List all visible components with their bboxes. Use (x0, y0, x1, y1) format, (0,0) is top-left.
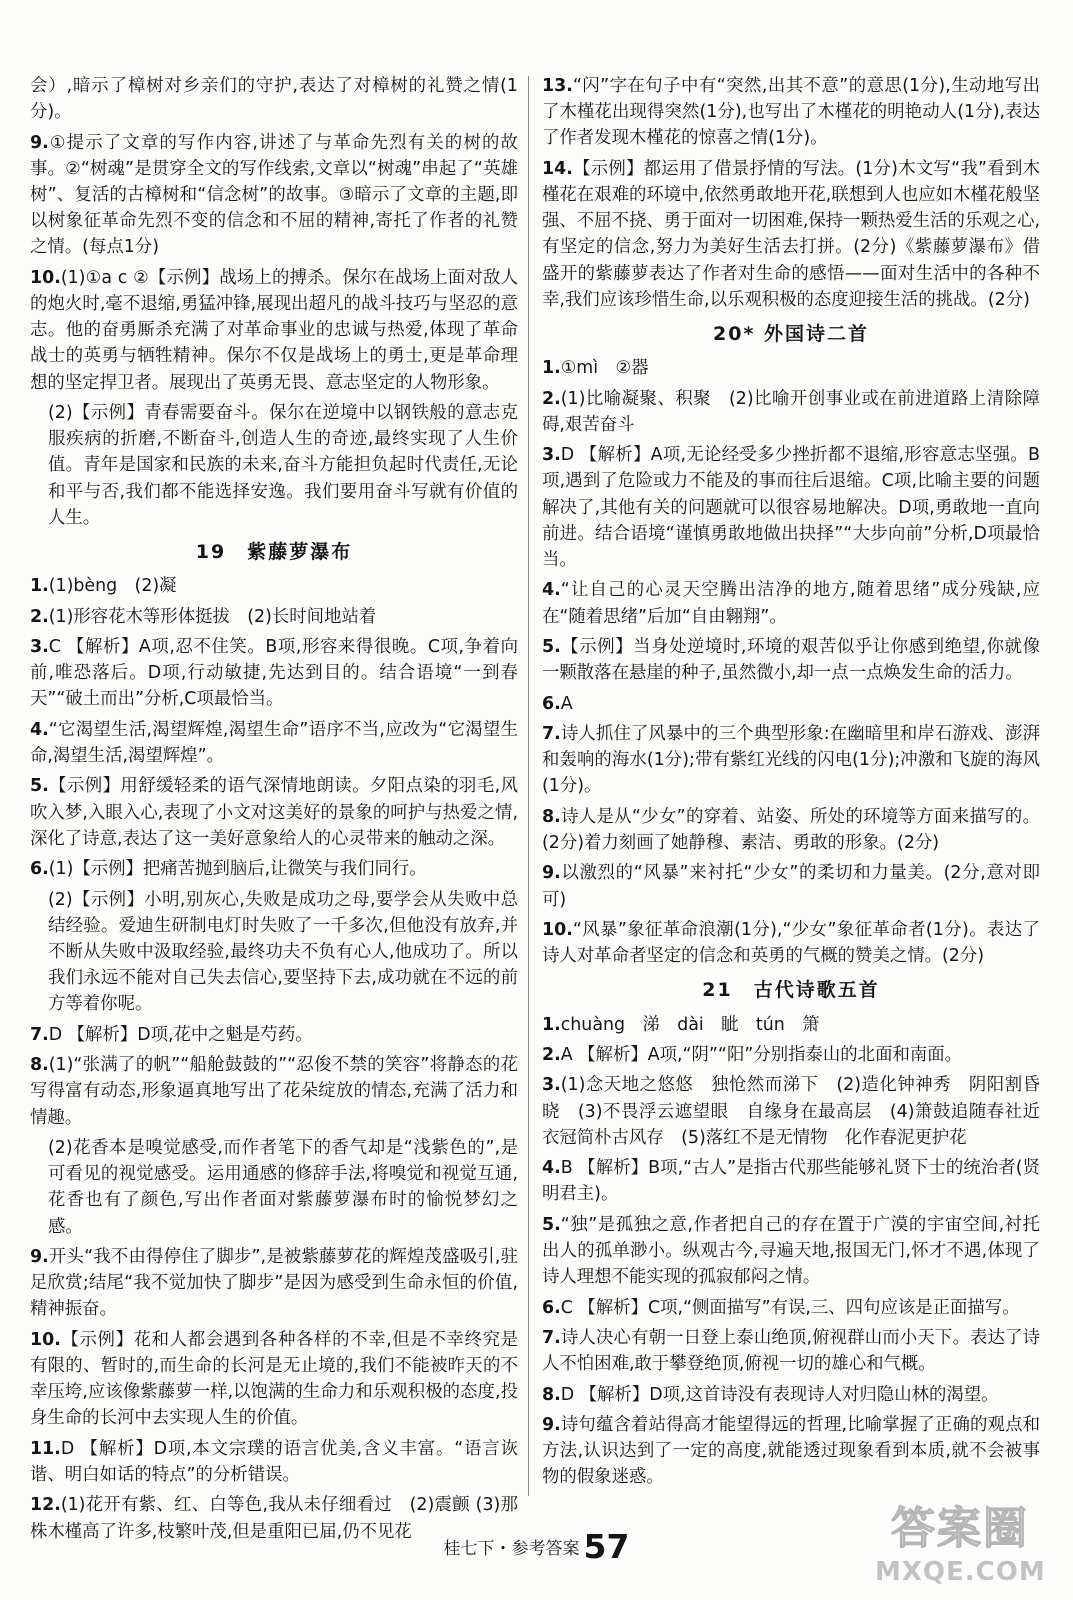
answer-item (30, 634, 518, 713)
answer-item (542, 634, 1040, 686)
answer-text: (2)花香本是嗅觉感受,而作者笔下的香气却是“浅紫色的”,是可看见的视觉感受。运用通感的修辞手法,将嗅觉和视觉互通,花香也有了颜色,写出作者面对紫藤萝瀑布时的愉悦梦幻之感。 (48, 1137, 518, 1237)
answer-item (542, 355, 1040, 381)
answer-item (542, 691, 1040, 717)
answer-item (30, 717, 518, 769)
answer-text: 【示例】当身处逆境时,环境的艰苦似乎让你感到绝望,你就像一颗散落在悬崖的种子,虽然微小,却一点一点焕发生命的活力。 (542, 637, 1040, 684)
answer-number: 10. (30, 1329, 61, 1350)
answer-item (30, 400, 518, 531)
answer-number: 10. (30, 267, 61, 288)
answer-text: 开头“我不由得停住了脚步”,是被紫藤萝花的辉煌茂盛吸引,驻足欣赏;结尾“我不觉加快了脚步”是因为感受到生命永恒的价值,精神振奋。 (30, 1246, 518, 1320)
answer-text: C 【解析】C项,“侧面描写”有误,三、四句应该是正面描写。 (560, 1297, 1020, 1318)
answer-number: 13. (542, 76, 573, 96)
answer-number: 6. (542, 1297, 561, 1318)
answer-item (30, 773, 518, 852)
answer-item (542, 577, 1040, 629)
answer-item (542, 1012, 1040, 1038)
answer-text: D 【解析】D项,这首诗没有表现诗人对归隐山林的渴望。 (560, 1384, 999, 1405)
answer-number: 4. (542, 580, 561, 601)
answer-number: 3. (542, 445, 561, 466)
answer-item (542, 386, 1040, 438)
answer-item (30, 1436, 518, 1488)
answer-text: (1)【示例】把痛苦抛到脑后,让微笑与我们同行。 (48, 859, 427, 880)
watermark-logo: 答案圈 (891, 1503, 1029, 1554)
answer-text: 诗人是从“少女”的穿着、站姿、所处的环境等方面来描写的。(2分)着力刻画了她静穆、素洁、勇敢的形象。(2分) (542, 806, 1040, 853)
answer-item (542, 1412, 1040, 1491)
answer-item (542, 1295, 1040, 1321)
answer-item (30, 856, 518, 882)
answer-item (30, 130, 518, 261)
answer-item (542, 860, 1040, 912)
answer-number: 8. (30, 1055, 49, 1076)
answer-item (30, 573, 518, 599)
watermark (875, 1500, 1045, 1592)
answer-item (30, 265, 518, 396)
answer-text: D 【解析】D项,本文宗璞的语言优美,含义丰富。“语言诙谐、明白如话的特点”的分析错误。 (30, 1438, 518, 1485)
answer-text: 【示例】用舒缓轻柔的语气深情地朗读。夕阳点染的羽毛,风吹入梦,入眼入心,表现了小文对这美好的景象的呵护与热爱之情,深化了诗意,表达了这一美好意象给人的心灵带来的触动之深。 (30, 776, 518, 849)
answer-text: 会）,暗示了樟树对乡亲们的守护,表达了对樟树的礼赞之情(1分)。 (30, 76, 518, 123)
answer-item (542, 721, 1040, 800)
answer-item (30, 1022, 518, 1048)
answer-number: 11. (30, 1438, 61, 1459)
answer-number: 7. (30, 1024, 49, 1045)
answer-number: 8. (542, 1384, 561, 1405)
answer-number: 4. (30, 719, 49, 740)
answer-number: 8. (542, 806, 561, 827)
answer-text: D 【解析】D项,花中之魁是芍药。 (48, 1024, 313, 1045)
answer-item (542, 442, 1040, 573)
answer-text: A (560, 693, 573, 714)
answer-text: 诗人决心有朝一日登上泰山绝顶,俯视群山而小天下。表达了诗人不怕困难,敢于攀登绝顶,俯视一切的雄心和气概。 (542, 1327, 1040, 1375)
answer-item (30, 73, 518, 125)
answer-item (542, 1042, 1040, 1068)
answer-item (30, 1327, 518, 1432)
answer-text: (1)比喻凝聚、积聚 (2)比喻开创事业或在前进道路上清除障碍,艰苦奋斗 (542, 388, 1040, 435)
answer-text: 【示例】花和人都会遇到各种各样的不幸,但是不幸终究是有限的、暂时的,而生命的长河是无止境的,我们不能被昨天的不幸压垮,应该像紫藤萝一样,以饱满的生命力和乐观积极的态度,投身生命的长河中去实现人生的价值。 (30, 1329, 518, 1429)
answer-text: (1)花开有紫、红、白等色,我从未仔细看过 (2)震颤 (3)那株木槿高了许多,枝繁叶茂,但是重阳已届,仍不见花 (30, 1495, 518, 1542)
answer-text: 以激烈的“风暴”来衬托“少女”的柔切和力量美。(2分,意对即可) (542, 863, 1040, 910)
answer-number: 10. (542, 919, 573, 940)
answer-item (542, 804, 1040, 856)
answer-item (30, 1244, 518, 1323)
watermark-url: MXQE.COM (875, 1557, 1046, 1587)
answer-text: A 【解析】A项,“阴”“阳”分别指泰山的北面和南面。 (560, 1044, 963, 1065)
answer-text: 诗句蕴含着站得高才能望得远的哲理,比喻掌握了正确的观点和方法,认识达到了一定的高度,就能透过现象看到本质,就不会被事物的假象迷惑。 (542, 1414, 1040, 1488)
answer-text: 诗人抓住了风暴中的三个典型形象:在幽暗里和岸石游戏、澎湃和轰响的海水(1分);带有紫红光线的闪电(1分);冲激和飞旋的海风(1分)。 (542, 723, 1040, 797)
answer-text: “它渴望生活,渴望辉煌,渴望生命”语序不当,应改为“它渴望生命,渴望生活,渴望辉煌”。 (30, 719, 518, 766)
answer-text: 【示例】都运用了借景抒情的写法。(1分)木文写“我”看到木槿花在艰难的环境中,依然勇敢地开花,联想到人也应如木槿花般坚强、不屈不挠、勇于面对一切困难,保持一颗热爱生活的乐观之心,有坚定的信念,努力为美好生活去打拼。(2分)《紫藤萝瀑布》借盛开的紫藤萝表达了作者对生命的感悟——面对生活中的各种不幸,我们应该珍惜生命,以乐观积极的态度迎接生活的挑战。(2分) (542, 158, 1040, 310)
answer-item (542, 917, 1040, 969)
answer-number: 5. (542, 1214, 561, 1235)
answer-item (542, 156, 1040, 313)
answer-number: 12. (30, 1495, 61, 1516)
answer-text: B 【解析】B项,“古人”是指古代那些能够礼贤下士的统治者(贤明君主)。 (542, 1158, 1040, 1205)
left-column (30, 73, 518, 1549)
answer-number: 4. (542, 1158, 561, 1179)
answer-text: (2)【示例】青春需要奋斗。保尔在逆境中以钢铁般的意志克服疾病的折磨,不断奋斗,创造人生的奇迹,最终实现了人生价值。青年是国家和民族的未来,奋斗方能担负起时代责任,无论和平与否,我们都不能选择安逸。我们要用奋斗写就有价值的人生。 (48, 403, 518, 528)
divider-line (528, 76, 529, 1496)
answer-item (542, 1155, 1040, 1207)
answer-item (30, 604, 518, 630)
answer-number: 1. (542, 1014, 561, 1035)
answer-item (30, 1135, 518, 1240)
answer-number: 3. (542, 1075, 561, 1096)
answer-text: chuàng 涕 dài 眦 tún 箫 (560, 1014, 820, 1035)
answer-text: C 【解析】A项,忍不住笑。B项,形容来得很晚。C项,争着向前,唯恐落后。D项,行动敏捷,先达到目的。结合语境“一到春天”“破土而出”分析,C项最恰当。 (30, 637, 518, 710)
section-title: 21 古代诗歌五首 (702, 979, 880, 1002)
answer-number: 2. (542, 1044, 561, 1065)
answer-number: 2. (30, 606, 49, 627)
answer-text: “独”是孤独之意,作者把自己的存在置于广漠的宇宙空间,衬托出人的孤单渺小。纵观古今,寻遍天地,报国无门,怀才不遇,体现了诗人理想不能实现的孤寂郁闷之情。 (542, 1214, 1040, 1288)
answer-number: 5. (30, 776, 49, 797)
answer-text: (2)【示例】小明,别灰心,失败是成功之母,要学会从失败中总结经验。爱迪生研制电灯时失败了一千多次,但他没有放弃,并不断从失败中汲取经验,最终功夫不负有心人,他成功了。所以我们永远不能对自己失去信心,要坚持下去,成功就在不远的前方等着你呢。 (48, 889, 518, 1015)
answer-text: ①mì ②器 (560, 358, 649, 379)
footer-label: 桂七下・参考答案 (443, 1539, 580, 1559)
answer-number: 1. (30, 576, 49, 597)
answer-number: 9. (542, 1414, 561, 1435)
answer-text: ①提示了文章的写作内容,讲述了与革命先烈有关的树的故事。②“树魂”是贯穿全文的写作线索,文章以“树魂”串起了“英雄树”、复活的古樟树和“信念树”的故事。③暗示了文章的主题,即以树象征革命先烈不变的信念和不屈的精神,寄托了作者的礼赞之情。(每点1分) (30, 132, 518, 258)
answer-number: 9. (542, 863, 561, 884)
page-number: 57 (583, 1527, 630, 1566)
answer-number: 1. (542, 358, 561, 379)
answer-text: (1)“张满了的帆”“船舱鼓鼓的”“忍俊不禁的笑容”将静态的花写得富有动态,形象逼真地写出了花朵绽放的情态,充满了活力和情趣。 (30, 1055, 518, 1128)
answer-item (542, 1325, 1040, 1377)
answer-number: 3. (30, 637, 49, 657)
answer-text: (1)bèng (2)凝 (48, 576, 177, 597)
answer-text: “风暴”象征革命浪潮(1分),“少女”象征革命者(1分)。表达了诗人对革命者坚定的信念和英勇的气概的赞美之情。(2分) (542, 919, 1040, 967)
answer-item (30, 887, 518, 1018)
answer-item (542, 1382, 1040, 1408)
answer-number: 9. (30, 1246, 49, 1267)
answer-number: 6. (542, 693, 561, 714)
answer-number: 9. (30, 132, 49, 153)
answer-item (542, 1072, 1058, 1151)
answer-number: 5. (542, 637, 561, 657)
right-column (542, 73, 1058, 1495)
answer-text: “闪”字在句子中有“突然,出其不意”的意思(1分),生动地写出了木槿花出现得突然(1分),也写出了木槿花的明艳动人(1分),表达了作者发现木槿花的惊喜之情(1分)。 (542, 76, 1040, 149)
section-title: 19 紫藤萝瀑布 (195, 541, 353, 564)
answer-number: 6. (30, 859, 49, 880)
answer-number: 2. (542, 388, 561, 409)
answer-number: 7. (542, 723, 561, 744)
answer-item (30, 1052, 518, 1131)
answer-text: (1)念天地之悠悠 独怆然而涕下 (2)造化钟神秀 阴阳割昏晓 (3)不畏浮云遮望眼 自缘身在最高层 (4)箫鼓追随春社近 衣冠简朴古风存 (5)落红不是无情物 化作春泥更护花 (542, 1075, 1058, 1148)
section-title: 20* 外国诗二首 (713, 323, 869, 346)
answer-text: (1)形容花木等形体挺拔 (2)长时间地站着 (48, 606, 377, 627)
answer-item (542, 1212, 1040, 1291)
answer-number: 7. (542, 1327, 561, 1348)
answer-number: 14. (542, 158, 573, 179)
answer-text: “让自己的心灵天空腾出洁净的地方,随着思绪”成分残缺,应在“随着思绪”后加“自由翱翔”。 (542, 580, 1040, 627)
answer-text: D 【解析】A项,无论经受多少挫折都不退缩,形容意志坚强。B项,遇到了危险或力不能及的事而往后退缩。C项,比喻主要的问题解决了,其他有关的问题就可以很容易地解决。D项,勇敢地一直向前进。结合语境“谨慎勇敢地做出抉择”“大步向前”分析,D项最恰当。 (542, 445, 1040, 571)
answer-text: (1)①a c ②【示例】战场上的搏杀。保尔在战场上面对敌人的炮火时,毫不退缩,勇猛冲锋,展现出超凡的战斗技巧与坚忍的意志。他的奋勇厮杀充满了对革命事业的忠诚与热爱,体现了革命战士的英勇与牺牲精神。保尔不仅是战场上的勇士,更是革命理想的坚定捍卫者。展现出了英勇无畏、意志坚定的人物形象。 (30, 267, 518, 393)
answer-item (542, 73, 1040, 152)
